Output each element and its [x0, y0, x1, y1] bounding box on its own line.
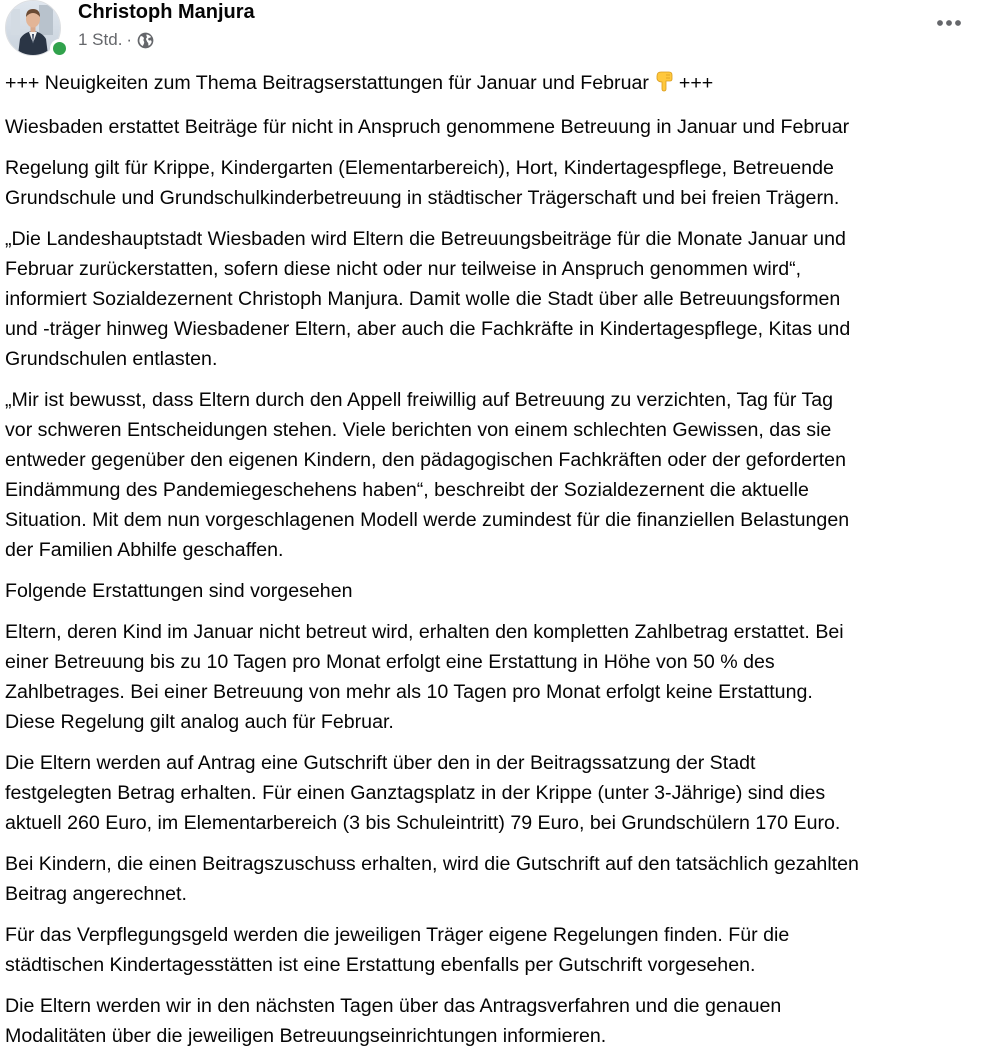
post-paragraph	[5, 617, 980, 737]
paragraph-line: Grundschule und Grundschulkinderbetreuung in städtischer Trägerschaft und bei freien Trägern.	[5, 187, 840, 209]
post-paragraph	[5, 849, 980, 909]
paragraph-line: aktuell 260 Euro, im Elementarbereich (3 bis Schuleintritt) 79 Euro, bei Grundschülern 170 Euro.	[5, 812, 841, 834]
paragraph-line: Zahlbetrages. Bei einer Betreuung von mehr als 10 Tagen pro Monat erfolgt keine Erstattung.	[5, 681, 813, 703]
paragraph-line: Bei Kindern, die einen Beitragszuschuss erhalten, wird die Gutschrift auf den tatsächlich gezahlten	[5, 853, 859, 875]
paragraph-line: Eindämmung des Pandemiegeschehens haben“, beschreibt der Sozialdezernent die aktuelle	[5, 479, 809, 501]
paragraph-line: städtischen Kindertagesstätten ist eine Erstattung ebenfalls per Gutschrift vorgesehen.	[5, 954, 756, 976]
paragraph-line: der Familien Abhilfe geschaffen.	[5, 539, 284, 561]
post-body	[5, 68, 980, 1062]
more-horizontal-icon	[936, 19, 962, 27]
backhand-index-pointing-down-icon	[653, 70, 675, 101]
globe-icon[interactable]	[137, 32, 154, 49]
post-timestamp[interactable]: 1 Std.	[78, 30, 123, 49]
paragraph-line: entweder gegenüber den eigenen Kindern, den pädagogischen Fachkräften oder der geforderten	[5, 449, 846, 471]
headline-text: +++ Neuigkeiten zum Thema Beitragserstattungen für Januar und Februar	[5, 72, 649, 94]
paragraph-line: Februar zurückerstatten, sofern diese nicht oder nur teilweise in Anspruch genommen wird“,	[5, 258, 802, 280]
post-paragraph	[5, 224, 980, 374]
post-paragraph	[5, 576, 980, 606]
post-header	[0, 0, 984, 62]
paragraph-line: Für das Verpflegungsgeld werden die jeweiligen Träger eigene Regelungen finden. Für die	[5, 924, 790, 946]
post-paragraph	[5, 385, 980, 565]
meta-separator: ·	[126, 30, 133, 49]
paragraph-line: informiert Sozialdezernent Christoph Manjura. Damit wolle die Stadt über alle Betreuungsformen	[5, 288, 841, 310]
post-paragraph	[5, 920, 980, 980]
paragraph-line: Eltern, deren Kind im Januar nicht betreut wird, erhalten den kompletten Zahlbetrag erstattet. Bei	[5, 621, 844, 643]
post-headline	[5, 68, 980, 101]
post-meta	[78, 29, 154, 51]
paragraph-line: Situation. Mit dem nun vorgeschlagenen Modell werde zumindest für die finanziellen Belastungen	[5, 509, 850, 531]
paragraph-line: Diese Regelung gilt analog auch für Februar.	[5, 711, 394, 733]
paragraph-line: festgelegten Betrag erhalten. Für einen Ganztagsplatz in der Krippe (unter 3-Jährige) sind dies	[5, 782, 826, 804]
paragraph-line: vor schweren Entscheidungen stehen. Viele berichten von einem schlechten Gewissen, das sie	[5, 419, 832, 441]
paragraph-line: Die Eltern werden wir in den nächsten Tagen über das Antragsverfahren und die genauen	[5, 995, 782, 1017]
paragraph-line: Modalitäten über die jeweiligen Betreuungseinrichtungen informieren.	[5, 1025, 607, 1047]
online-status-dot	[50, 39, 69, 58]
post-paragraph	[5, 991, 980, 1051]
paragraph-line: und -träger hinweg Wiesbadener Eltern, aber auch die Fachkräfte in Kindertagespflege, Kitas und	[5, 318, 851, 340]
post-paragraph	[5, 112, 980, 142]
paragraph-line: Wiesbaden erstattet Beiträge für nicht in Anspruch genommene Betreuung in Januar und Februar	[5, 116, 850, 138]
paragraph-line: Folgende Erstattungen sind vorgesehen	[5, 580, 353, 602]
paragraph-line: „Mir ist bewusst, dass Eltern durch den Appell freiwillig auf Betreuung zu verzichten, Tag für Tag	[5, 389, 834, 411]
paragraph-line: einer Betreuung bis zu 10 Tagen pro Monat erfolgt eine Erstattung in Höhe von 50 % des	[5, 651, 775, 673]
author-avatar[interactable]	[5, 0, 65, 58]
author-name[interactable]: Christoph Manjura	[78, 1, 255, 23]
paragraph-line: „Die Landeshauptstadt Wiesbaden wird Eltern die Betreuungsbeiträge für die Monate Januar und	[5, 228, 846, 250]
paragraph-line: Beitrag angerechnet.	[5, 883, 187, 905]
post-paragraph	[5, 153, 980, 213]
paragraph-line: Die Eltern werden auf Antrag eine Gutschrift über den in der Beitragssatzung der Stadt	[5, 752, 756, 774]
headline-suffix: +++	[678, 72, 714, 94]
paragraph-line: Grundschulen entlasten.	[5, 348, 218, 370]
more-options-button[interactable]	[929, 6, 969, 40]
post-paragraph	[5, 748, 980, 838]
paragraph-line: Regelung gilt für Krippe, Kindergarten (Elementarbereich), Hort, Kindertagespflege, Betreuende	[5, 157, 834, 179]
